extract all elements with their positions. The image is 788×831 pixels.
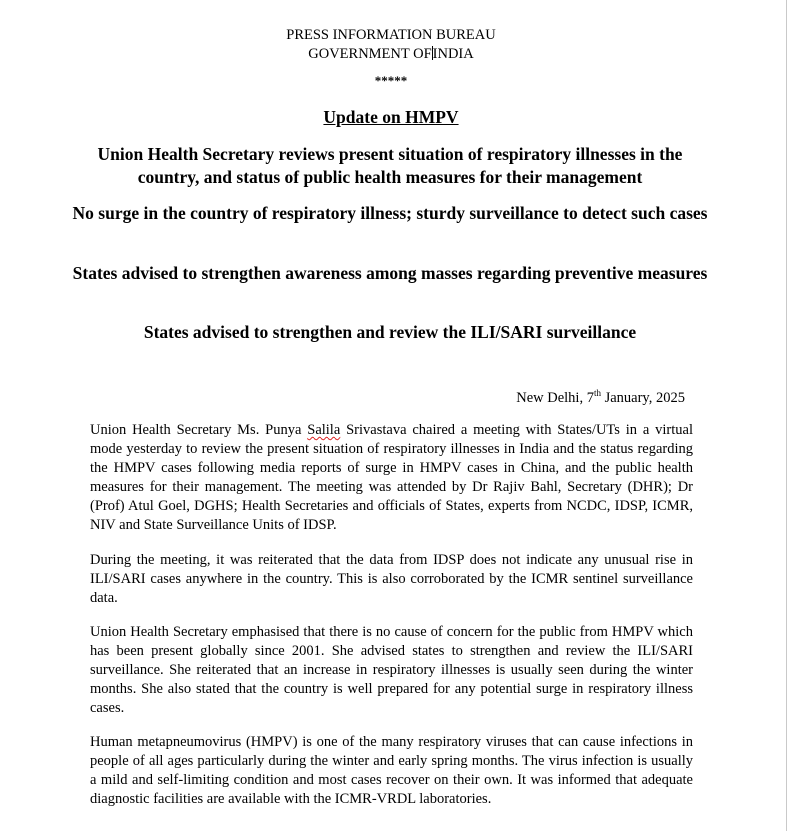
page-edge: [786, 0, 787, 831]
bureau-name: PRESS INFORMATION BUREAU: [286, 27, 496, 43]
separator-stars: *****: [374, 73, 408, 88]
paragraph-1: [90, 421, 693, 535]
paragraph-4: Human metapneumovirus (HMPV) is one of the many respiratory viruses that can cause infections in people of all ages particularly during the winter and early spring months. The virus infection is usually a mild and self-limiting condition and most cases recover on their own. It was informed that adequate diagnostic facilities are available with the ICMR-VRDL laboratories.: [90, 734, 693, 807]
paragraph-1-start: Union Health Secretary Ms. Punya: [90, 422, 308, 438]
paragraph-1-rest: Srivastava chaired a meeting with States/UTs in a virtual mode yesterday to review the present situation of respiratory illnesses in India and the status regarding the HMPV cases following media reports of surge in HMPV cases in China, and the public health measures for their management. The meeting was attended by Dr Rajiv Bahl, Secretary (DHR); Dr (Prof) Atul Goel, DGHS; Health Secretaries and officials of States, experts from NCDC, IDSP, ICMR, NIV and State Surveillance Units of IDSP.: [90, 422, 693, 533]
spellcheck-flagged-word: Salila: [307, 422, 341, 438]
dateline-place: New Delhi, 7: [516, 389, 594, 406]
page-title: Update on HMPV: [323, 107, 459, 127]
dateline-rest: January, 2025: [600, 389, 685, 406]
subheading-2: No surge in the country of respiratory illness; sturdy surveillance to detect such cases: [72, 203, 708, 223]
subheading-1: Union Health Secretary reviews present situation of respiratory illnesses in the country, and status of public health measures for their management: [97, 144, 683, 187]
government-name-part2: INDIA: [432, 46, 474, 62]
government-name: [0, 46, 782, 63]
subheading-3: States advised to strengthen awareness among masses regarding preventive measures: [72, 263, 708, 283]
subheading-4: States advised to strengthen and review the ILI/SARI surveillance: [143, 322, 637, 342]
dateline: [516, 388, 685, 407]
dateline-ordinal: th: [593, 388, 601, 398]
paragraph-3: Union Health Secretary emphasised that there is no cause of concern for the public from HMPV which has been present globally since 2001. She advised states to strengthen and review the ILI/SARI surveillance. She reiterated that an increase in respiratory illnesses is usually seen during the winter months. She also stated that the country is well prepared for any potential surge in respiratory illness cases.: [90, 624, 693, 716]
paragraph-2: During the meeting, it was reiterated that the data from IDSP does not indicate any unusual rise in ILI/SARI cases anywhere in the country. This is also corroborated by the ICMR sentinel surveillance data.: [90, 552, 693, 606]
government-name-part1: GOVERNMENT OF: [308, 46, 432, 62]
